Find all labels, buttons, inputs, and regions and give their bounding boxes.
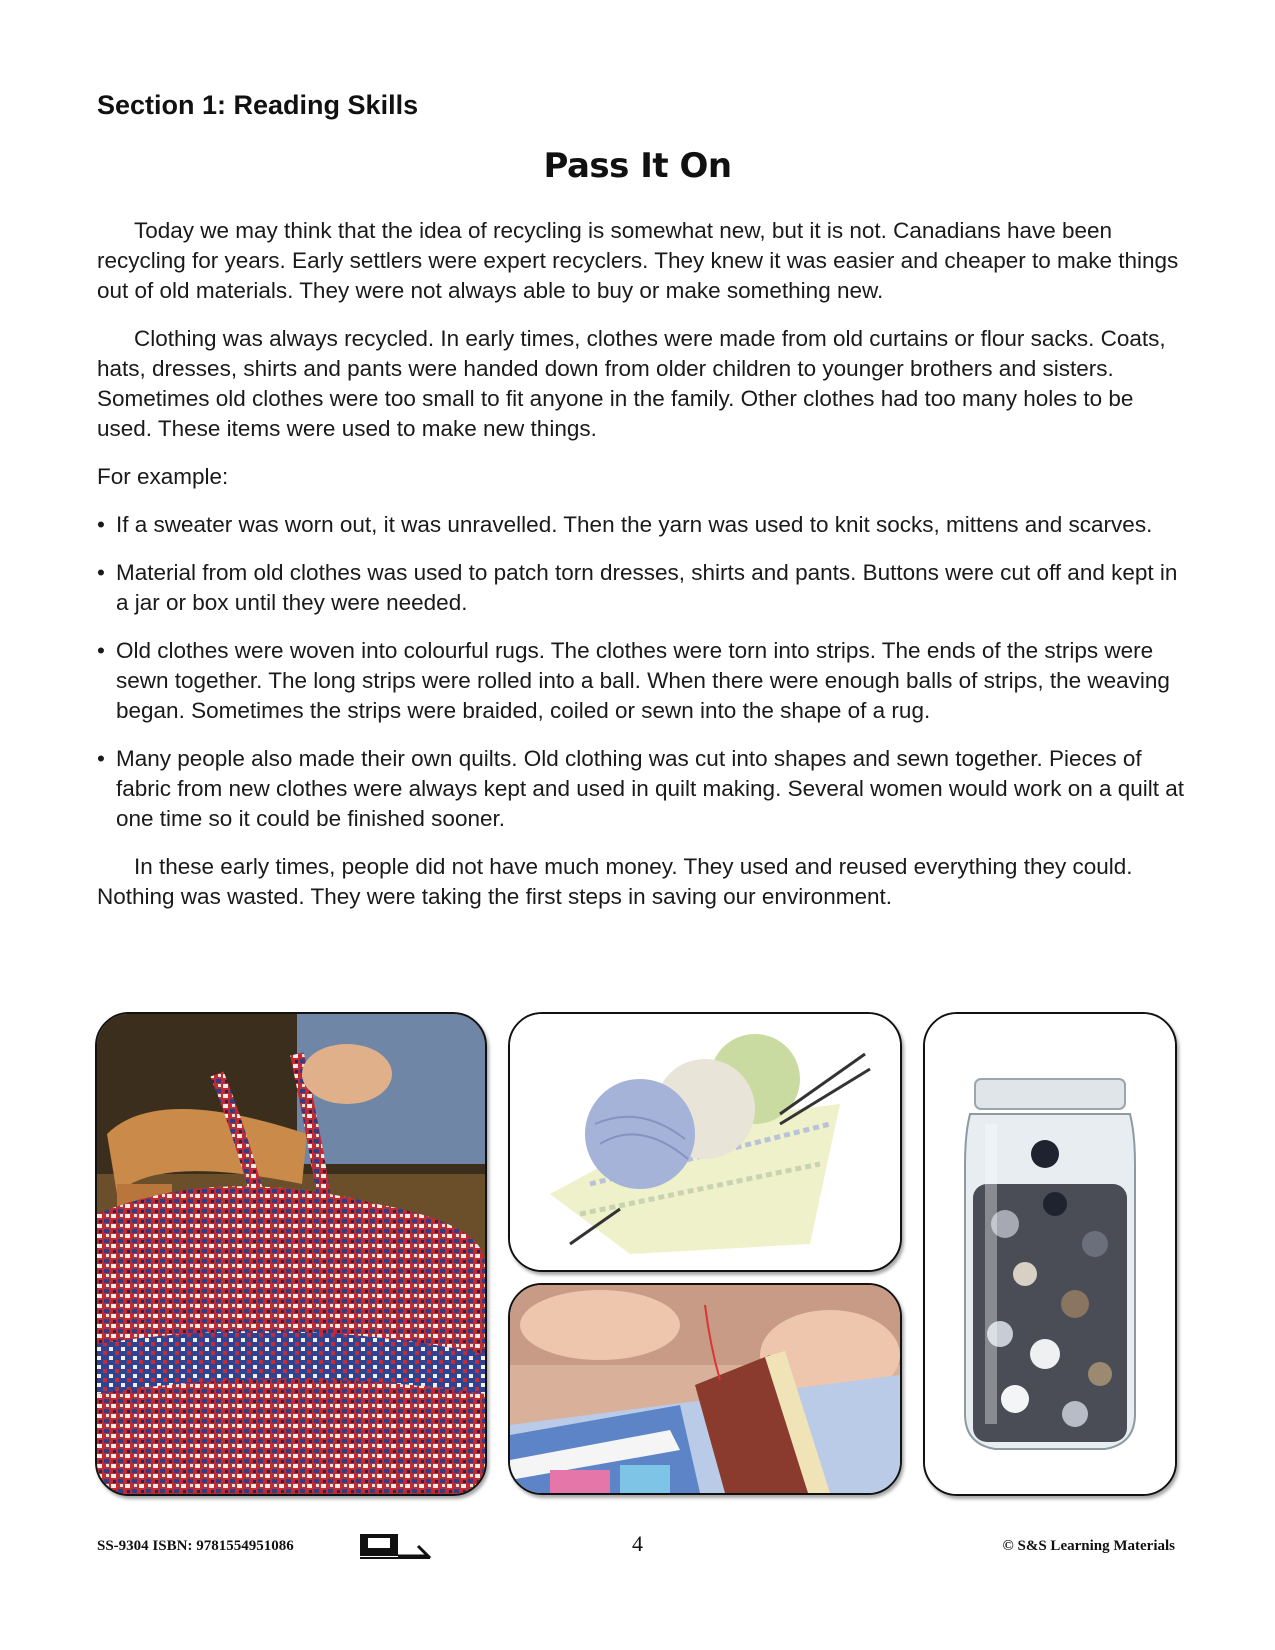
paragraph-clothing: Clothing was always recycled. In early times, clothes were made from old curtains or flour sacks. Coats, hats, dresses, shirts and pants were handed down from older children to younger brothers and sisters. Sometimes old clothes were too small to fit anyone in the family. Other clothes had too many holes to be used. These items were used to make new things. [97, 326, 1166, 441]
braided-rug-photo [95, 1012, 487, 1496]
bullet-icon: • [97, 560, 105, 585]
section-heading: Section 1: Reading Skills [97, 90, 419, 120]
bullet-icon: • [97, 512, 105, 537]
example-intro: For example: [97, 464, 229, 489]
button-jar-photo [923, 1012, 1177, 1496]
paragraph-closing: In these early times, people did not have much money. They used and reused everything they could. Nothing was wasted. They were taking the first steps in saving our environment. [97, 854, 1133, 909]
bullet-icon: • [97, 638, 105, 663]
page-title: Pass It On [543, 146, 732, 186]
list-item [97, 510, 1187, 540]
list-item [97, 558, 1187, 618]
yarn-knitting-photo [508, 1012, 902, 1272]
page-number: 4 [632, 1531, 643, 1556]
list-item-text: Many people also made their own quilts. Old clothing was cut into shapes and sewn together. Pieces of fabric from new clothes were always kept and used in quilt making. Several women would work on a quilt at one time so it could be finished sooner. [116, 746, 1185, 831]
list-item [97, 744, 1187, 834]
list-item-text: If a sweater was worn out, it was unravelled. Then the yarn was used to knit socks, mittens and scarves. [116, 512, 1153, 537]
list-item-text: Material from old clothes was used to patch torn dresses, shirts and pants. Buttons were cut off and kept in a jar or box until they were needed. [116, 560, 1178, 615]
quilt-sewing-photo [508, 1283, 902, 1495]
paragraph-intro: Today we may think that the idea of recycling is somewhat new, but it is not. Canadians have been recycling for years. Early settlers were expert recyclers. They knew it was easier and cheaper to make things out of old materials. They were not always able to buy or make something new. [97, 218, 1179, 303]
list-item-text: Old clothes were woven into colourful rugs. The clothes were torn into strips. The ends of the strips were sewn together. The long strips were rolled into a ball. When there were enough balls of strips, the weaving began. Sometimes the strips were braided, coiled or sewn into the shape of a rug. [116, 638, 1170, 723]
example-list [97, 510, 1187, 834]
footer-copyright: © S&S Learning Materials [1002, 1538, 1175, 1554]
footer-isbn: SS-9304 ISBN: 9781554951086 [97, 1538, 294, 1554]
bullet-icon: • [97, 746, 105, 771]
article-body [97, 216, 1187, 930]
list-item [97, 636, 1187, 726]
